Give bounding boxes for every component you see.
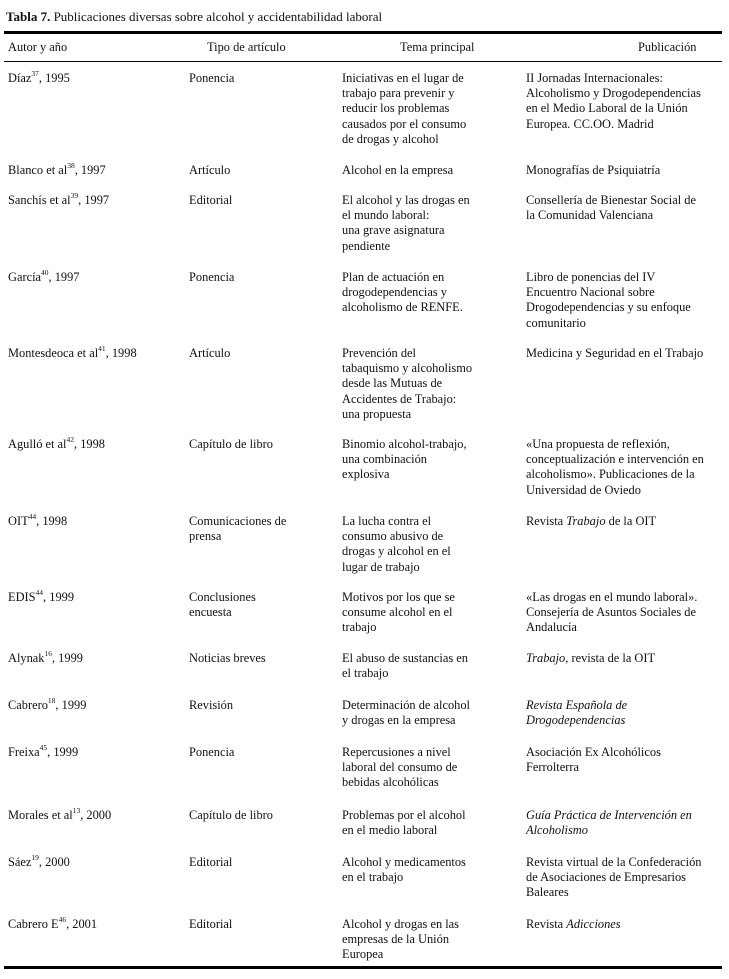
author-year: , 2000	[38, 855, 70, 869]
cell-topic: Iniciativas en el lugar de trabajo para prevenir y reducir los problemas causados por el consumo de drogas y alcohol	[342, 71, 467, 146]
author-year: , 1998	[36, 514, 68, 528]
table-caption	[6, 9, 382, 24]
header-row	[4, 35, 722, 61]
header-publication: Publicación	[638, 40, 697, 54]
cell-author	[6, 190, 190, 208]
author-year: , 2000	[80, 808, 112, 822]
cell-type: Editorial	[189, 917, 233, 931]
cell-author	[6, 68, 190, 86]
cell-author	[6, 648, 190, 666]
cell-publication	[526, 163, 722, 178]
reference-number: 39	[70, 190, 79, 200]
publication-text: Asociación Ex Alcohólicos Ferrolterra	[526, 745, 661, 775]
cell-type: Ponencia	[189, 71, 235, 85]
cell-author	[6, 805, 190, 823]
publication-text: Medicina y Seguridad en el Trabajo	[526, 346, 704, 360]
author-name: Agulló et al	[8, 437, 67, 451]
cell-topic: El abuso de sustancias en el trabajo	[342, 651, 468, 681]
cell-topic: Plan de actuación en drogodependencias y alcoholismo de RENFE.	[342, 270, 463, 315]
publications-table	[4, 35, 722, 962]
publication-text: «Las drogas en el mundo laboral». Consejería de Asuntos Sociales de Andalucía	[526, 590, 698, 635]
cell-type: Conclusiones encuesta	[189, 590, 256, 620]
publication-title: Trabajo,	[526, 651, 569, 665]
author-year: , 1999	[43, 590, 75, 604]
author-name: García	[8, 270, 42, 284]
cell-author	[6, 852, 190, 870]
cell-author	[6, 914, 190, 932]
cell-topic: El alcohol y las drogas en el mundo laboral: una grave asignatura pendiente	[342, 193, 470, 253]
publication-text: «Una propuesta de reflexión, conceptualización e intervención en alcoholismo». Publicaciones de la Universidad de Oviedo	[526, 437, 704, 497]
cell-author	[6, 695, 190, 713]
publication-text: II Jornadas Internacionales: Alcoholismo y Drogodependencias en el Medio Laboral de la Unión Europea. CC.OO. Madrid	[526, 71, 701, 131]
cell-author	[6, 742, 190, 760]
reference-number: 44	[28, 511, 37, 521]
author-year: , 2001	[66, 917, 98, 931]
cell-publication	[526, 590, 722, 636]
cell-topic: Repercusiones a nivel laboral del consumo de bebidas alcohólicas	[342, 745, 458, 790]
cell-author	[6, 511, 190, 529]
publication-title: Trabajo	[566, 514, 606, 528]
publication-title: Adicciones	[566, 917, 621, 931]
author-name: Sáez	[8, 855, 32, 869]
reference-number: 44	[35, 587, 44, 597]
cell-type: Revisión	[189, 698, 234, 712]
publication-text-suffix: revista de la OIT	[568, 651, 656, 665]
cell-topic: Determinación de alcohol y drogas en la empresa	[342, 698, 470, 728]
publication-text: Monografías de Psiquiatría	[526, 163, 661, 177]
author-year: , 1995	[38, 71, 70, 85]
reference-number: 40	[41, 267, 49, 277]
table-title: Publicaciones diversas sobre alcohol y accidentabilidad laboral	[50, 9, 383, 24]
cell-type: Noticias breves	[189, 651, 266, 665]
cell-publication	[526, 71, 722, 132]
cell-type: Capítulo de libro	[189, 437, 273, 451]
cell-type: Editorial	[189, 855, 233, 869]
author-name: EDIS	[8, 590, 36, 604]
reference-number: 19	[31, 852, 39, 862]
top-rule	[4, 31, 722, 34]
cell-author	[6, 267, 190, 285]
cell-type: Editorial	[189, 193, 233, 207]
header-author: Autor y año	[8, 40, 68, 54]
author-name: Blanco et al	[8, 163, 68, 177]
header-topic: Tema principal	[400, 40, 475, 54]
cell-type: Ponencia	[189, 745, 235, 759]
cell-author	[6, 160, 190, 178]
cell-publication	[526, 698, 722, 728]
cell-topic: Alcohol en la empresa	[342, 163, 454, 177]
cell-type: Capítulo de libro	[189, 808, 273, 822]
author-name: Sanchís et al	[8, 193, 71, 207]
reference-number: 37	[31, 68, 39, 78]
cell-author	[6, 587, 190, 605]
cell-publication	[526, 855, 722, 901]
cell-topic: Problemas por el alcohol en el medio laboral	[342, 808, 466, 838]
cell-topic: Binomio alcohol-trabajo, una combinación explosiva	[342, 437, 467, 482]
author-year: , 1999	[47, 745, 79, 759]
cell-publication	[526, 270, 722, 331]
cell-topic: Alcohol y drogas en las empresas de la Unión Europea	[342, 917, 459, 962]
header-rule	[4, 61, 722, 62]
author-year: , 1999	[55, 698, 87, 712]
cell-author	[6, 343, 190, 361]
table-label: Tabla 7.	[6, 9, 51, 24]
cell-topic: Prevención del tabaquismo y alcoholismo desde las Mutuas de Accidentes de Trabajo: una propuesta	[342, 346, 473, 421]
publication-title: Guía Práctica de Intervención en Alcoholismo	[526, 808, 692, 838]
author-name: Cabrero	[8, 698, 48, 712]
cell-publication	[526, 808, 722, 838]
author-name: Montesdeoca et al	[8, 346, 99, 360]
publication-text: Revista virtual de la Confederación de Asociaciones de Empresarios Baleares	[526, 855, 702, 900]
cell-author	[6, 434, 190, 452]
reference-number: 18	[47, 695, 56, 705]
cell-publication	[526, 514, 722, 529]
reference-number: 46	[58, 914, 67, 924]
author-year: , 1997	[78, 193, 110, 207]
cell-publication	[526, 651, 722, 666]
cell-type: Comunicaciones de prensa	[189, 514, 287, 544]
reference-number: 41	[98, 343, 106, 353]
publication-text: Libro de ponencias del IV Encuentro Nacional sobre Drogodependencias y su enfoque comunitario	[526, 270, 691, 330]
reference-number: 42	[66, 434, 74, 444]
cell-publication	[526, 346, 722, 361]
cell-topic: Motivos por los que se consume alcohol en el trabajo	[342, 590, 455, 635]
cell-publication	[526, 437, 722, 498]
publication-title: Revista Española de Drogodependencias	[526, 698, 628, 728]
publication-text-suffix: de la OIT	[605, 514, 657, 528]
cell-publication	[526, 193, 722, 223]
author-year: , 1999	[51, 651, 83, 665]
author-name: Alynak	[8, 651, 45, 665]
publication-text: Revista	[526, 917, 567, 931]
cell-publication	[526, 745, 722, 775]
cell-topic: La lucha contra el consumo abusivo de drogas y alcohol en el lugar de trabajo	[342, 514, 451, 574]
author-name: OIT	[8, 514, 29, 528]
author-name: Díaz	[8, 71, 32, 85]
author-year: , 1998	[74, 437, 105, 451]
author-name: Cabrero E	[8, 917, 59, 931]
reference-number: 38	[67, 160, 75, 170]
cell-type: Ponencia	[189, 270, 235, 284]
author-year: , 1998	[105, 346, 137, 360]
reference-number: 45	[39, 742, 48, 752]
reference-number: 16	[44, 648, 52, 658]
author-name: Freixa	[8, 745, 40, 759]
cell-publication	[526, 917, 722, 932]
author-name: Morales et al	[8, 808, 73, 822]
bottom-rule	[4, 966, 722, 969]
publication-text: Revista	[526, 514, 567, 528]
reference-number: 13	[72, 805, 81, 815]
cell-type: Artículo	[189, 163, 231, 177]
publication-text: Consellería de Bienestar Social de la Comunidad Valenciana	[526, 193, 696, 223]
author-year: , 1997	[74, 163, 106, 177]
author-year: , 1997	[48, 270, 80, 284]
cell-topic: Alcohol y medicamentos en el trabajo	[342, 855, 466, 885]
header-type: Tipo de artículo	[207, 40, 286, 54]
cell-type: Artículo	[189, 346, 231, 360]
